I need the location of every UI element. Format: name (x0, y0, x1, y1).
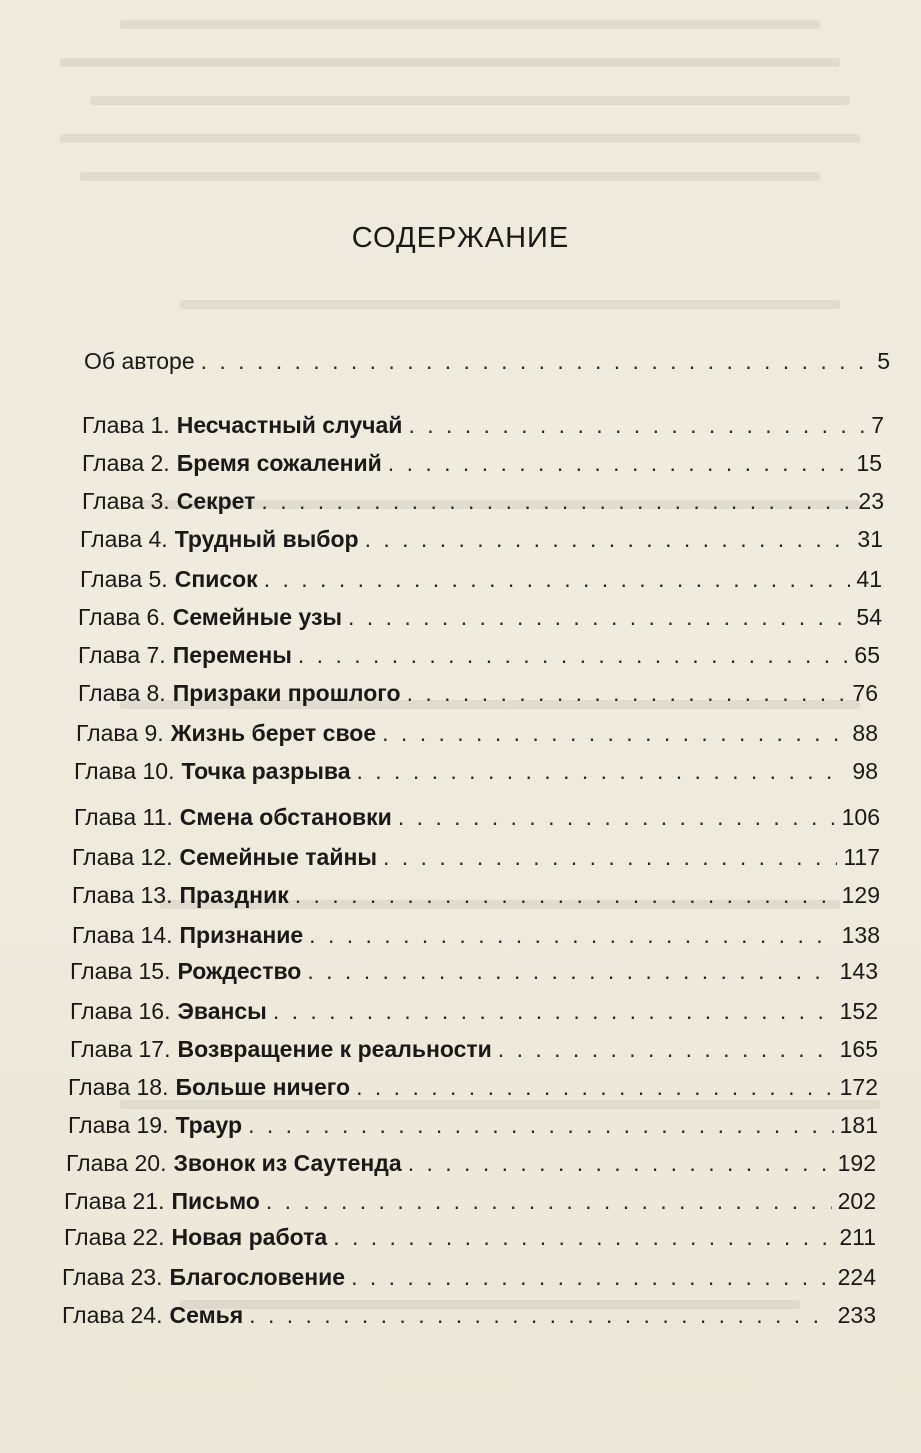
toc-page-number: 224 (837, 1264, 876, 1290)
toc-prefix: Об авторе (84, 348, 195, 374)
toc-title: Благословение (169, 1264, 346, 1290)
bleed-line (60, 134, 860, 143)
bleed-line (60, 58, 840, 67)
toc-row[interactable] (76, 718, 878, 748)
toc-title: Возвращение к реальности (177, 1036, 492, 1062)
toc-title: Траур (175, 1112, 243, 1138)
toc-page-number: 143 (839, 958, 878, 984)
table-of-contents (0, 346, 921, 1346)
toc-title: Семейные тайны (179, 844, 377, 870)
toc-prefix: Глава 3. (82, 488, 170, 514)
toc-title: Семья (169, 1302, 244, 1328)
toc-title: Трудный выбор (174, 526, 359, 552)
dot-leader (248, 1110, 834, 1140)
toc-title: Семейные узы (172, 604, 343, 630)
toc-page-number: 31 (857, 526, 883, 552)
dot-leader (383, 842, 837, 872)
toc-title: Перемены (172, 642, 292, 668)
toc-row[interactable] (84, 346, 890, 376)
dot-leader (408, 1148, 832, 1178)
toc-title: Больше ничего (175, 1074, 351, 1100)
dot-leader (407, 678, 847, 708)
toc-row[interactable] (80, 524, 883, 554)
toc-page-number: 88 (852, 720, 878, 746)
toc-prefix: Глава 13. (72, 882, 173, 908)
toc-prefix: Глава 17. (70, 1036, 171, 1062)
dot-leader (264, 564, 851, 594)
toc-page-number: 211 (839, 1224, 876, 1250)
dot-leader (249, 1300, 831, 1330)
toc-row[interactable] (68, 1072, 878, 1102)
toc-page-number: 172 (839, 1074, 878, 1100)
toc-title: Эвансы (177, 998, 267, 1024)
toc-page-number: 129 (841, 882, 880, 908)
toc-prefix: Глава 7. (78, 642, 166, 668)
toc-row[interactable] (62, 1300, 876, 1330)
toc-prefix: Глава 16. (70, 998, 171, 1024)
dot-leader (309, 920, 835, 950)
toc-title: Призраки прошлого (172, 680, 401, 706)
toc-prefix: Глава 5. (80, 566, 168, 592)
toc-row[interactable] (66, 1148, 876, 1178)
toc-title: Признание (179, 922, 304, 948)
dot-leader (408, 410, 865, 440)
bleed-line (180, 300, 840, 309)
dot-leader (357, 756, 847, 786)
toc-title: Несчастный случай (176, 412, 403, 438)
toc-page-number: 181 (839, 1112, 878, 1138)
toc-title: Точка разрыва (181, 758, 351, 784)
toc-row[interactable] (70, 996, 878, 1026)
toc-row[interactable] (82, 410, 884, 440)
toc-prefix: Глава 23. (62, 1264, 163, 1290)
toc-page-number: 5 (877, 348, 890, 374)
dot-leader (266, 1186, 832, 1216)
toc-prefix: Глава 18. (68, 1074, 169, 1100)
toc-page-number: 41 (856, 566, 882, 592)
bleed-line (120, 20, 820, 29)
dot-leader (333, 1222, 833, 1252)
dot-leader (261, 486, 852, 516)
toc-prefix: Глава 21. (64, 1188, 165, 1214)
toc-prefix: Глава 8. (78, 680, 166, 706)
toc-row[interactable] (64, 1186, 876, 1216)
toc-title: Письмо (171, 1188, 260, 1214)
toc-prefix: Глава 6. (78, 604, 166, 630)
toc-page-number: 106 (841, 804, 880, 830)
toc-prefix: Глава 1. (82, 412, 170, 438)
toc-row[interactable] (74, 802, 880, 832)
toc-row[interactable] (78, 640, 880, 670)
toc-page-number: 152 (839, 998, 878, 1024)
toc-title: Праздник (179, 882, 289, 908)
toc-row[interactable] (72, 842, 880, 872)
toc-prefix: Глава 2. (82, 450, 170, 476)
toc-row[interactable] (70, 956, 878, 986)
toc-title: Новая работа (171, 1224, 328, 1250)
page-title: СОДЕРЖАНИЕ (351, 222, 570, 254)
toc-title: Секрет (176, 488, 256, 514)
toc-page-number: 233 (837, 1302, 876, 1328)
bleed-line (80, 172, 820, 181)
toc-title: Смена обстановки (179, 804, 392, 830)
toc-prefix: Глава 9. (76, 720, 164, 746)
toc-page-number: 138 (841, 922, 880, 948)
toc-row[interactable] (82, 486, 884, 516)
toc-row[interactable] (82, 448, 882, 478)
toc-row[interactable] (72, 920, 880, 950)
dot-leader (298, 640, 849, 670)
toc-title: Жизнь берет свое (170, 720, 377, 746)
dot-leader (356, 1072, 834, 1102)
toc-page-number: 192 (837, 1150, 876, 1176)
toc-page-number: 23 (858, 488, 884, 514)
toc-prefix: Глава 20. (66, 1150, 167, 1176)
bleed-line (90, 96, 850, 105)
toc-row[interactable] (78, 602, 882, 632)
dot-leader (498, 1034, 834, 1064)
toc-prefix: Глава 19. (68, 1112, 169, 1138)
toc-page-number: 7 (871, 412, 884, 438)
dot-leader (365, 524, 852, 554)
dot-leader (307, 956, 833, 986)
toc-page-number: 15 (856, 450, 882, 476)
toc-page-number: 54 (856, 604, 882, 630)
toc-title: Список (174, 566, 258, 592)
toc-title: Звонок из Саутенда (173, 1150, 402, 1176)
dot-leader (382, 718, 846, 748)
toc-row[interactable] (64, 1222, 876, 1252)
toc-prefix: Глава 10. (74, 758, 175, 784)
toc-page-number: 165 (839, 1036, 878, 1062)
toc-page-number: 76 (852, 680, 878, 706)
toc-row[interactable] (72, 880, 880, 910)
dot-leader (348, 602, 850, 632)
toc-prefix: Глава 4. (80, 526, 168, 552)
toc-row[interactable] (68, 1110, 878, 1140)
dot-leader (201, 346, 872, 376)
toc-page-number: 98 (852, 758, 878, 784)
toc-page-number: 65 (854, 642, 880, 668)
dot-leader (388, 448, 851, 478)
toc-prefix: Глава 15. (70, 958, 171, 984)
toc-prefix: Глава 22. (64, 1224, 165, 1250)
toc-prefix: Глава 11. (74, 804, 173, 830)
dot-leader (273, 996, 834, 1026)
toc-row[interactable] (74, 756, 878, 786)
toc-title: Бремя сожалений (176, 450, 382, 476)
dot-leader (398, 802, 836, 832)
toc-row[interactable] (80, 564, 882, 594)
dot-leader (295, 880, 836, 910)
dot-leader (351, 1262, 832, 1292)
toc-prefix: Глава 14. (72, 922, 173, 948)
toc-prefix: Глава 12. (72, 844, 173, 870)
toc-row[interactable] (70, 1034, 878, 1064)
toc-prefix: Глава 24. (62, 1302, 163, 1328)
toc-row[interactable] (62, 1262, 876, 1292)
toc-title: Рождество (177, 958, 302, 984)
toc-page-number: 202 (837, 1188, 876, 1214)
toc-page-number: 117 (843, 844, 880, 870)
toc-row[interactable] (78, 678, 878, 708)
